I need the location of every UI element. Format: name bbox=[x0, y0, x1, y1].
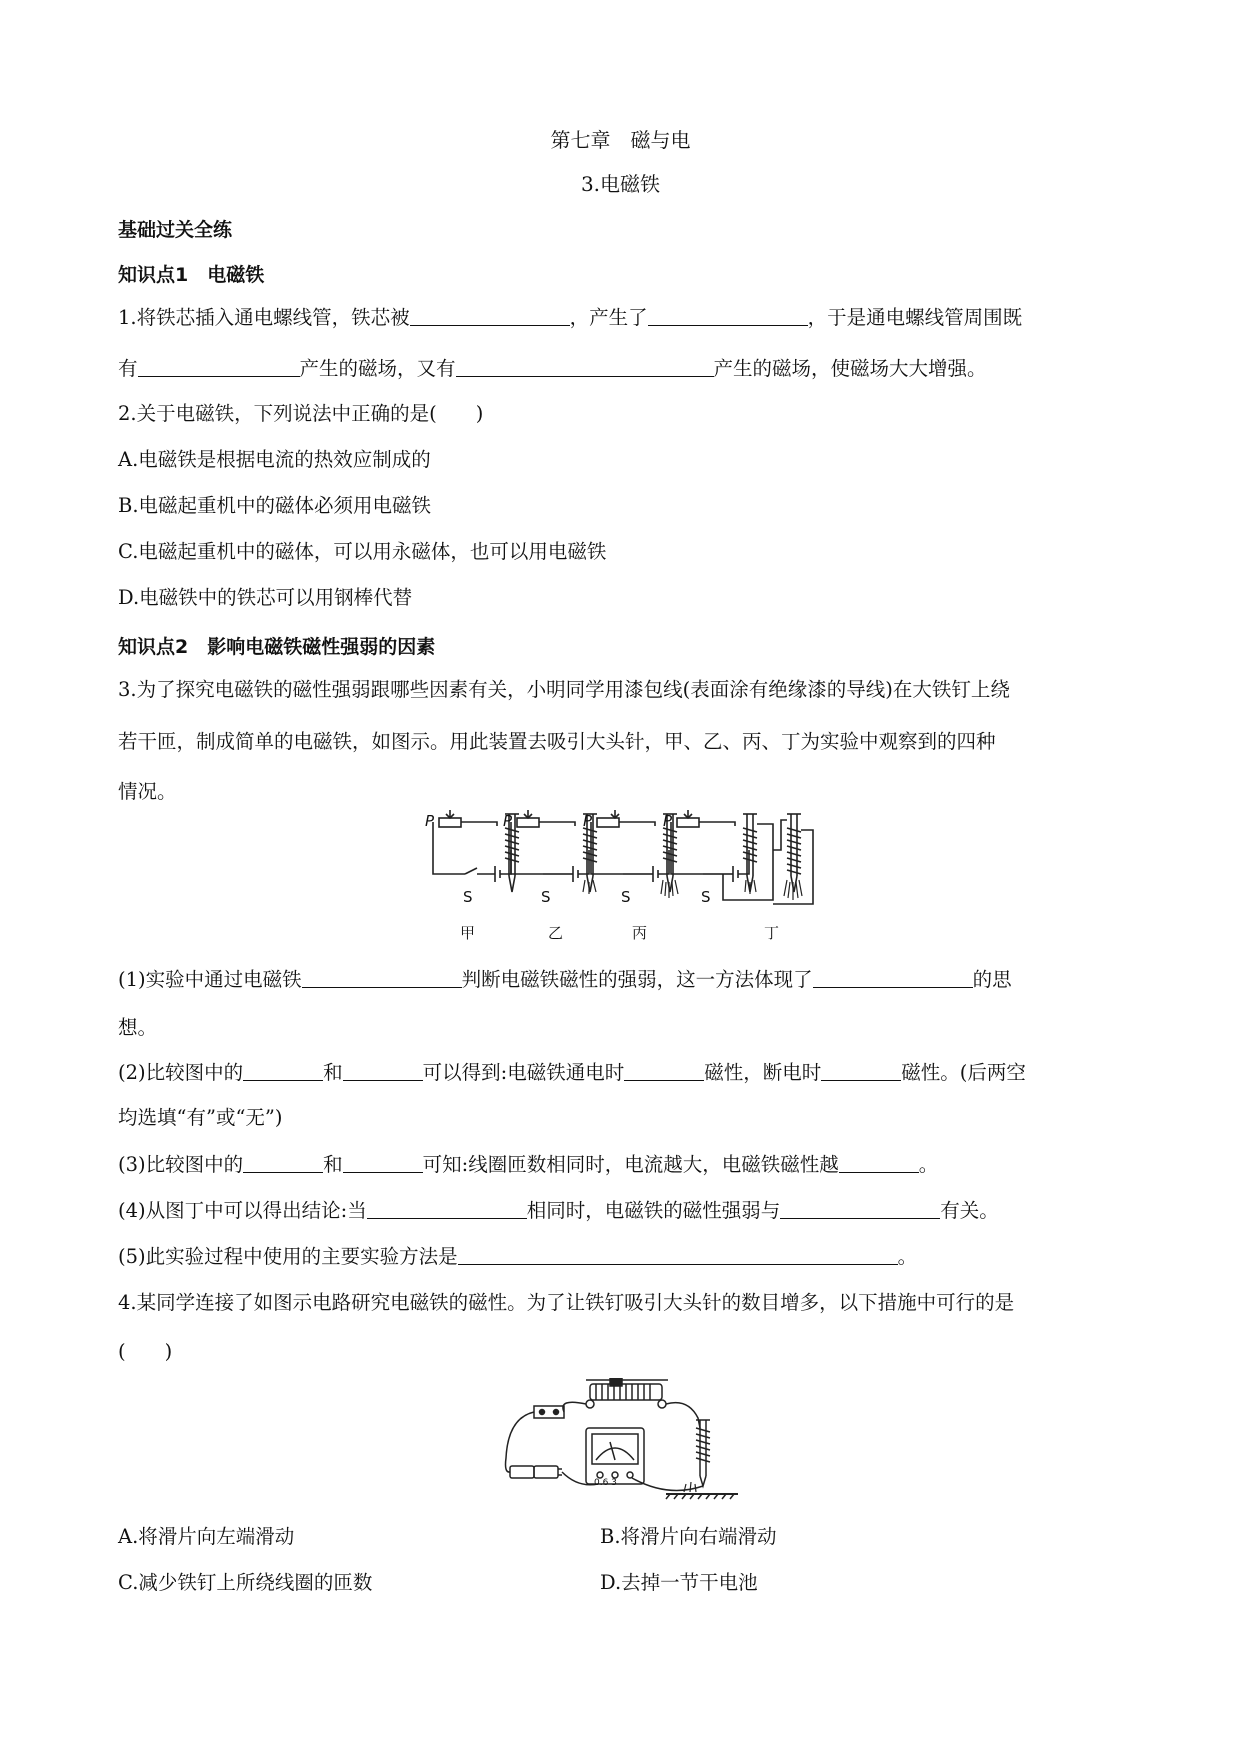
q3-sub2-text-c: 可以得到:电磁铁通电时 bbox=[422, 1061, 625, 1084]
q4-option-a[interactable]: A.将滑片向左端滑动 bbox=[118, 1525, 295, 1548]
q3-sub4-line bbox=[118, 1196, 999, 1225]
q1-text-e: 产生的磁场，又有 bbox=[299, 357, 456, 380]
q3-sub2-blank-1[interactable] bbox=[243, 1058, 323, 1081]
q3-sub2-line1 bbox=[118, 1058, 1026, 1087]
fig-p-label-4: P bbox=[663, 812, 673, 830]
q3-sub1-line2: 想。 bbox=[118, 1016, 158, 1039]
q1-text-a: 1.将铁芯插入通电螺线管，铁芯被 bbox=[118, 306, 410, 329]
q1-line2 bbox=[118, 354, 987, 383]
q1-blank-4[interactable] bbox=[456, 354, 714, 377]
q3-sub3-text-c: 可知:线圈匝数相同时，电流越大，电磁铁磁性越 bbox=[422, 1153, 839, 1176]
fig-s-label-4: S bbox=[701, 888, 711, 906]
q3-sub4-text-a: (4)从图丁中可以得出结论:当 bbox=[118, 1199, 367, 1222]
q1-text-d: 有 bbox=[118, 357, 138, 380]
q3-sub1-blank-2[interactable] bbox=[813, 965, 973, 988]
q3-sub5-text-b: 。 bbox=[897, 1245, 918, 1268]
part-title: 基础过关全练 bbox=[118, 219, 233, 241]
q3-sub2-blank-4[interactable] bbox=[821, 1058, 901, 1081]
q2-option-c[interactable]: C.电磁起重机中的磁体，可以用永磁体，也可以用电磁铁 bbox=[118, 540, 607, 563]
q3-sub2-blank-2[interactable] bbox=[343, 1058, 423, 1081]
q3-sub3-blank-1[interactable] bbox=[243, 1150, 323, 1173]
q3-line3: 情况。 bbox=[118, 780, 177, 803]
q3-sub4-text-c: 有关。 bbox=[940, 1199, 999, 1222]
q3-sub3-text-d: 。 bbox=[918, 1153, 939, 1176]
q2-option-b[interactable]: B.电磁起重机中的磁体必须用电磁铁 bbox=[118, 494, 432, 517]
q3-sub4-blank-1[interactable] bbox=[367, 1196, 527, 1219]
fig-p-label-1: P bbox=[425, 812, 435, 830]
q3-sub2-text-e: 磁性。(后两空 bbox=[901, 1061, 1026, 1084]
q4-line2: ( ) bbox=[118, 1340, 173, 1363]
section-title: 3.电磁铁 bbox=[580, 172, 661, 196]
q4-option-c[interactable]: C.减少铁钉上所绕线圈的匝数 bbox=[118, 1571, 373, 1594]
q3-sub5-text-a: (5)此实验过程中使用的主要实验方法是 bbox=[118, 1245, 458, 1268]
fig-label-jia: 甲 bbox=[460, 924, 476, 942]
q2-stem: 2.关于电磁铁，下列说法中正确的是( ) bbox=[118, 402, 484, 425]
battery-icon bbox=[510, 1466, 562, 1478]
q1-blank-1[interactable] bbox=[410, 303, 570, 326]
q3-sub1-text-c: 的思 bbox=[972, 968, 1012, 991]
knowledge-point-1: 知识点1 电磁铁 bbox=[118, 264, 265, 286]
q4-option-d[interactable]: D.去掉一节干电池 bbox=[600, 1571, 758, 1594]
chapter-title: 第七章 磁与电 bbox=[550, 128, 691, 152]
ammeter-icon bbox=[586, 1428, 644, 1484]
q3-sub1-text-b: 判断电磁铁磁性的强弱，这一方法体现了 bbox=[461, 968, 813, 991]
q3-sub2-text-d: 磁性，断电时 bbox=[704, 1061, 822, 1084]
fig-label-bing: 丙 bbox=[632, 924, 648, 942]
fig-label-yi: 乙 bbox=[548, 924, 564, 942]
q1-blank-3[interactable] bbox=[138, 354, 300, 377]
knowledge-point-2: 知识点2 影响电磁铁磁性强弱的因素 bbox=[118, 636, 436, 658]
electromagnet-ammeter-circuit-figure bbox=[498, 1378, 743, 1500]
q3-sub4-blank-2[interactable] bbox=[780, 1196, 940, 1219]
q3-sub3-text-b: 和 bbox=[323, 1153, 343, 1176]
q3-sub3-line bbox=[118, 1150, 938, 1179]
fig-s-label-1: S bbox=[463, 888, 473, 906]
q2-option-a[interactable]: A.电磁铁是根据电流的热效应制成的 bbox=[118, 448, 431, 471]
q3-sub2-blank-3[interactable] bbox=[624, 1058, 704, 1081]
q3-sub3-blank-2[interactable] bbox=[343, 1150, 423, 1173]
q3-sub2-text-a: (2)比较图中的 bbox=[118, 1061, 244, 1084]
rheostat-icon bbox=[586, 1378, 668, 1408]
q3-sub2-text-b: 和 bbox=[323, 1061, 343, 1084]
q2-option-d[interactable]: D.电磁铁中的铁芯可以用钢棒代替 bbox=[118, 586, 413, 609]
q3-sub1-line1 bbox=[118, 965, 1012, 994]
q3-sub1-blank-1[interactable] bbox=[302, 965, 462, 988]
q1-line1 bbox=[118, 303, 1022, 332]
q3-sub3-blank-3[interactable] bbox=[839, 1150, 919, 1173]
q4-line1: 4.某同学连接了如图示电路研究电磁铁的磁性。为了让铁钉吸引大头针的数目增多，以下措施中可行的是 bbox=[118, 1291, 1015, 1314]
circuit-ding bbox=[671, 810, 813, 904]
switch-icon bbox=[534, 1406, 564, 1418]
q3-sub2-line2: 均选填“有”或“无”) bbox=[118, 1106, 283, 1129]
fig-label-ding: 丁 bbox=[764, 924, 780, 942]
q3-sub4-text-b: 相同时，电磁铁的磁性强弱与 bbox=[526, 1199, 781, 1222]
q3-line1: 3.为了探究电磁铁的磁性强弱跟哪些因素有关，小明同学用漆包线(表面涂有绝缘漆的导线)在大铁钉上绕 bbox=[118, 678, 1010, 701]
fig-p-label-3: P bbox=[583, 812, 593, 830]
fig-s-label-3: S bbox=[621, 888, 631, 906]
q1-text-b: ，产生了 bbox=[569, 306, 648, 329]
q3-sub1-text-a: (1)实验中通过电磁铁 bbox=[118, 968, 302, 991]
q1-text-f: 产生的磁场，使磁场大大增强。 bbox=[713, 357, 987, 380]
q1-blank-2[interactable] bbox=[648, 303, 808, 326]
q4-option-b[interactable]: B.将滑片向右端滑动 bbox=[600, 1525, 777, 1548]
fig-p-label-2: P bbox=[503, 812, 513, 830]
q3-sub5-blank-1[interactable] bbox=[458, 1242, 898, 1265]
q3-sub3-text-a: (3)比较图中的 bbox=[118, 1153, 244, 1176]
q3-line2: 若干匝，制成简单的电磁铁，如图示。用此装置去吸引大头针，甲、乙、丙、丁为实验中观察到的四种 bbox=[118, 730, 996, 753]
nail-electromagnet-icon bbox=[696, 1420, 710, 1486]
q3-sub5-line bbox=[118, 1242, 917, 1271]
q1-text-c: ，于是通电螺线管周围既 bbox=[807, 306, 1023, 329]
fig-s-label-2: S bbox=[541, 888, 551, 906]
ammeter-scale-label: 0.6 3 bbox=[594, 1478, 617, 1488]
